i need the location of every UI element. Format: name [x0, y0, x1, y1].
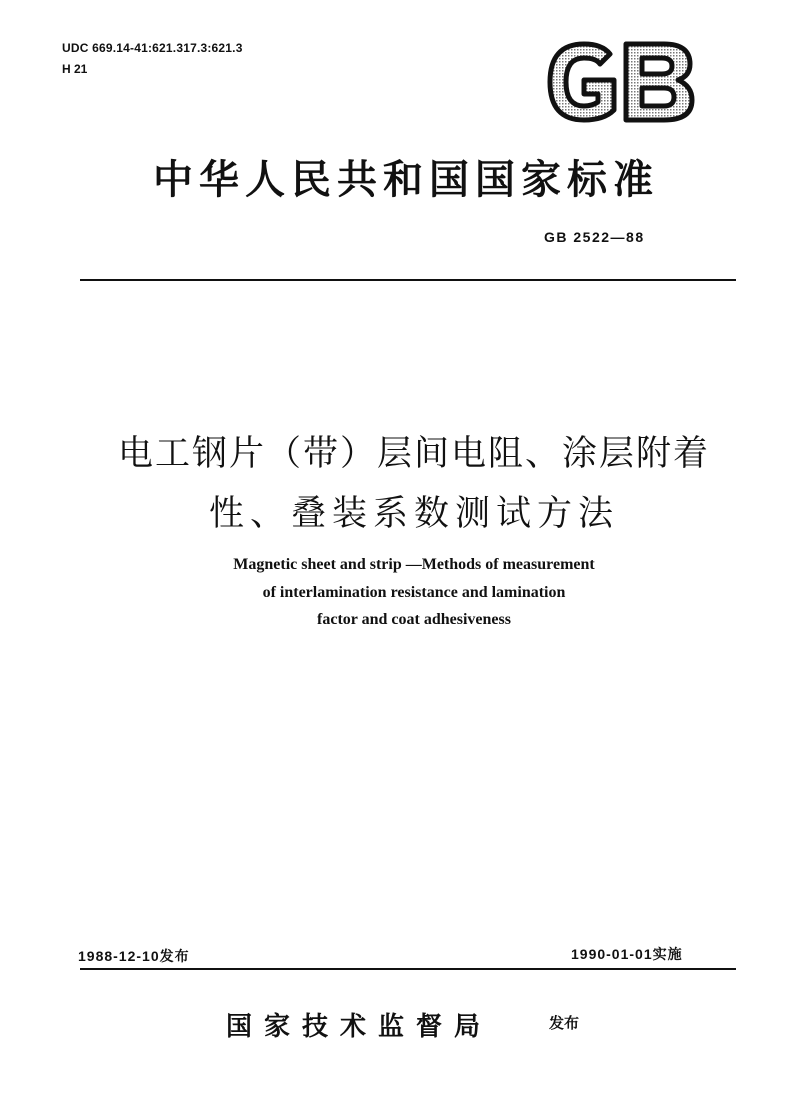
divider-bottom	[80, 968, 736, 970]
divider-top	[80, 279, 736, 281]
title-en-line-1: Magnetic sheet and strip —Methods of measurement	[233, 556, 595, 573]
udc-code: UDC 669.14-41:621.317.3:621.3	[62, 41, 243, 55]
issuer-name: 国家技术监督局	[226, 1012, 493, 1042]
title-en-line-3: factor and coat adhesiveness	[317, 611, 511, 628]
title-cn-line-1: 电工钢片（带）层间电阻、涂层附着	[117, 434, 710, 474]
issue-date: 1988-12-10发布	[78, 948, 190, 964]
title-cn-line-2: 性、叠装系数测试方法	[208, 494, 619, 534]
implementation-date: 1990-01-01实施	[571, 946, 683, 962]
classification-code: H 21	[62, 62, 88, 76]
issuer-action: 发布	[549, 1014, 580, 1032]
org-title: 中华人民共和国国家标准	[153, 156, 659, 203]
standard-number: GB 2522—88	[544, 229, 645, 245]
title-en-line-2: of interlamination resistance and lamination	[262, 584, 566, 601]
gb-logo	[544, 40, 696, 124]
